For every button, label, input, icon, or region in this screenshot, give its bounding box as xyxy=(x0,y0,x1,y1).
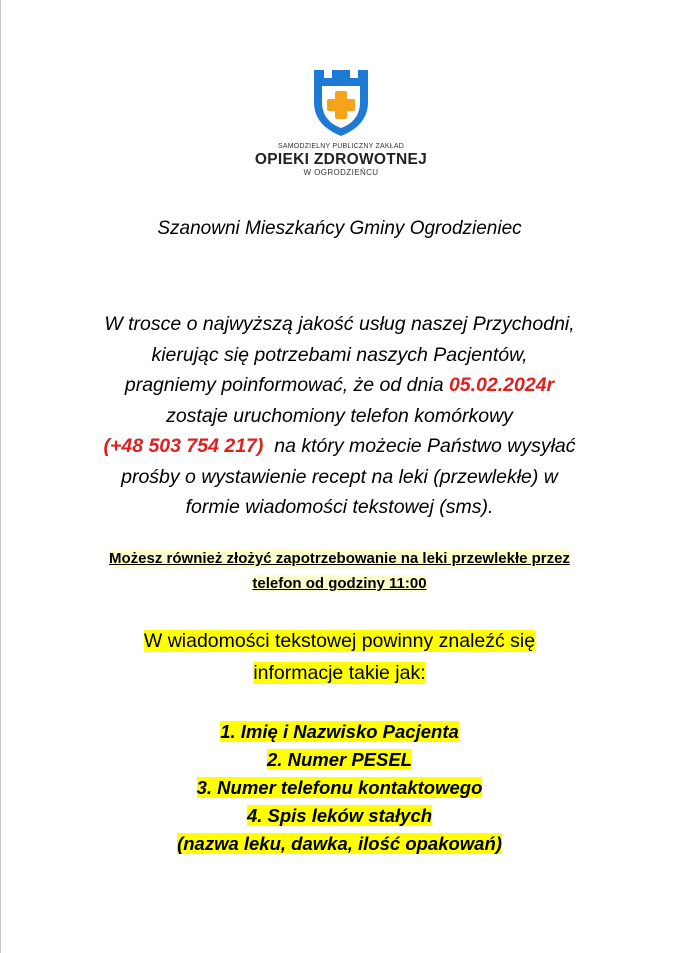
clinic-logo xyxy=(241,66,441,196)
info-line-1: W wiadomości tekstowej powinny znaleźć się xyxy=(143,630,536,652)
list-item: 4. Spis leków stałych xyxy=(246,805,433,826)
intro-line-7: formie wiadomości tekstowej (sms). xyxy=(185,496,494,518)
intro-paragraph xyxy=(1,309,677,523)
logo-line-1: SAMODZIELNY PUBLICZNY ZAKŁAD xyxy=(278,143,404,150)
intro-line-3 xyxy=(1,370,677,401)
list-item: 1. Imię i Nazwisko Pacjenta xyxy=(220,721,459,742)
list-item-detail: (nazwa leku, dawka, ilość opakowań) xyxy=(177,833,502,854)
intro-line-4: zostaje uruchomiony telefon komórkowy xyxy=(166,404,513,427)
castle-shield-cross-icon xyxy=(310,66,372,138)
intro-line-5 xyxy=(1,431,677,462)
sms-info xyxy=(1,625,677,689)
logo-line-2: OPIEKI ZDROWOTNEJ xyxy=(254,151,428,168)
intro-line-6: prośby o wystawienie recept na leki (przewlekłe) w xyxy=(121,465,558,488)
intro-line-2: kierując się potrzebami naszych Pacjentów, xyxy=(151,343,528,366)
intro-line-3-text: pragniemy poinformować, że od dnia xyxy=(124,374,449,396)
intro-line-1: W trosce o najwyższą jakość usług naszej Przychodni, xyxy=(104,313,575,335)
list-item: 2. Numer PESEL xyxy=(267,749,412,770)
start-date: 05.02.2024r xyxy=(448,374,555,396)
list-item: 3. Numer telefonu kontaktowego xyxy=(196,777,483,798)
required-info-list xyxy=(1,718,677,858)
phone-order-note xyxy=(1,546,677,596)
note-line-1: Możesz również złożyć zapotrzebowanie na leki przewlekłe przez xyxy=(109,550,570,567)
note-line-2: telefon od godziny 11:00 xyxy=(252,575,427,592)
info-line-2: informacje takie jak: xyxy=(253,662,426,684)
logo-line-3: W OGRODZIEŃCU xyxy=(303,168,379,177)
intro-line-5-text: na który możecie Państwo wysyłać xyxy=(263,435,576,457)
greeting-heading: Szanowni Mieszkańcy Gminy Ogrodzieniec xyxy=(157,218,522,239)
phone-number: (+48 503 754 217) xyxy=(103,435,264,457)
